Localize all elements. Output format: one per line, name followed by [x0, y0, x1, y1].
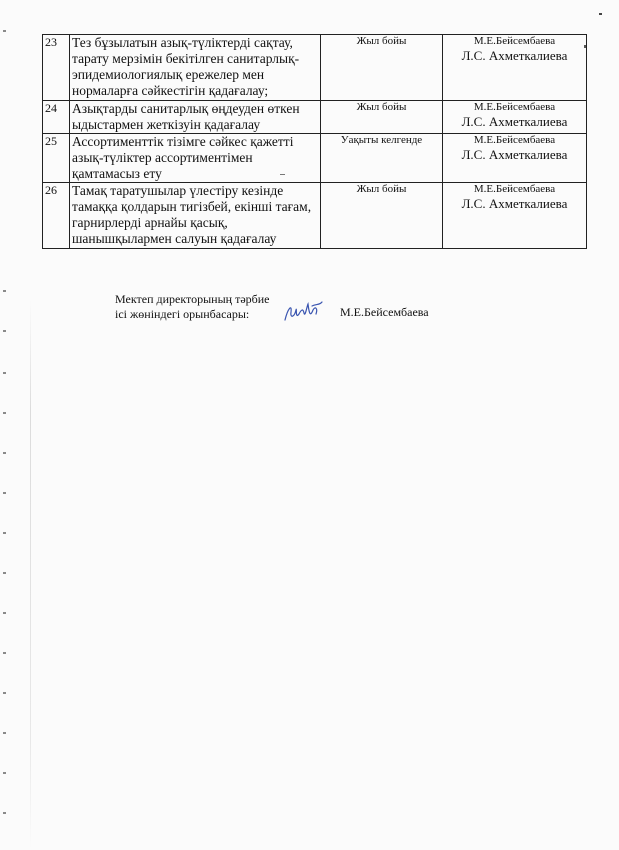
scan-edge-mark	[3, 452, 6, 454]
scan-edge-mark	[3, 330, 6, 332]
table-row	[43, 35, 587, 101]
handwritten-signature	[282, 298, 328, 326]
responsible-name-2: Л.С. Ахметкалиева	[461, 48, 568, 63]
scan-edge-mark	[3, 290, 6, 292]
responsible-name-1: М.Е.Бейсембаева	[473, 35, 556, 47]
deadline-cell: Жыл бойы	[321, 101, 443, 134]
responsible-name-2: Л.С. Ахметкалиева	[461, 114, 568, 129]
scan-edge-mark	[3, 372, 6, 374]
responsible-name-1: М.Е.Бейсембаева	[473, 183, 556, 195]
event-cell: Тез бұзылатын азық-түліктерді сақтау, тарату мерзімін бекітілген санитарлық-эпидемиологиялық ережелер мен нормаларға сәйкестігін қадағалау;	[70, 35, 321, 101]
scan-edge-mark	[3, 30, 6, 32]
scan-edge-mark	[3, 412, 6, 414]
row-number: 25	[43, 134, 70, 183]
signatory-position-line-2: ісі жөніндегі орынбасары:	[115, 307, 250, 321]
scan-edge-mark	[3, 732, 6, 734]
responsible-name-2: Л.С. Ахметкалиева	[461, 196, 568, 211]
scan-fold-line	[30, 300, 31, 850]
signatory-position-line-1: Мектеп директорының тәрбие	[115, 292, 270, 306]
scan-edge-mark	[3, 612, 6, 614]
responsible-cell	[443, 35, 587, 101]
responsible-cell	[443, 101, 587, 134]
table-row	[43, 134, 587, 183]
event-cell: Ассортименттік тізімге сәйкес қажетті азық-түліктер ассортиментімен қамтамасыз ету	[70, 134, 321, 183]
scan-edge-mark	[3, 812, 6, 814]
table-row	[43, 101, 587, 134]
responsible-name-1: М.Е.Бейсембаева	[473, 101, 556, 113]
scan-edge-mark	[3, 772, 6, 774]
scan-edge-mark	[3, 532, 6, 534]
table-row	[43, 183, 587, 249]
row-number: 23	[43, 35, 70, 101]
signatory-name: М.Е.Бейсембаева	[340, 305, 429, 319]
responsible-name-2: Л.С. Ахметкалиева	[461, 147, 568, 162]
deadline-cell: Жыл бойы	[321, 35, 443, 101]
scan-speck	[599, 13, 602, 15]
scan-edge-mark	[3, 492, 6, 494]
scan-edge-mark	[3, 652, 6, 654]
responsible-name-1: М.Е.Бейсембаева	[473, 134, 556, 146]
row-number: 24	[43, 101, 70, 134]
plan-table	[42, 34, 587, 249]
responsible-cell	[443, 183, 587, 249]
deadline-cell: Уақыты келгенде	[321, 134, 443, 183]
responsible-cell	[443, 134, 587, 183]
event-cell: Азықтарды санитарлық өңдеуден өткен ыдыстармен жеткізуін қадағалау	[70, 101, 321, 134]
scan-edge-mark	[3, 572, 6, 574]
row-number: 26	[43, 183, 70, 249]
scan-edge-mark	[3, 692, 6, 694]
deadline-cell: Жыл бойы	[321, 183, 443, 249]
event-cell: Тамақ таратушылар үлестіру кезінде тамаққа қолдарын тигізбей, екінші тағам, гарнирлерді арнайы қасық, шанышқылармен салуын қадағалау	[70, 183, 321, 249]
signatory-position	[115, 292, 270, 322]
